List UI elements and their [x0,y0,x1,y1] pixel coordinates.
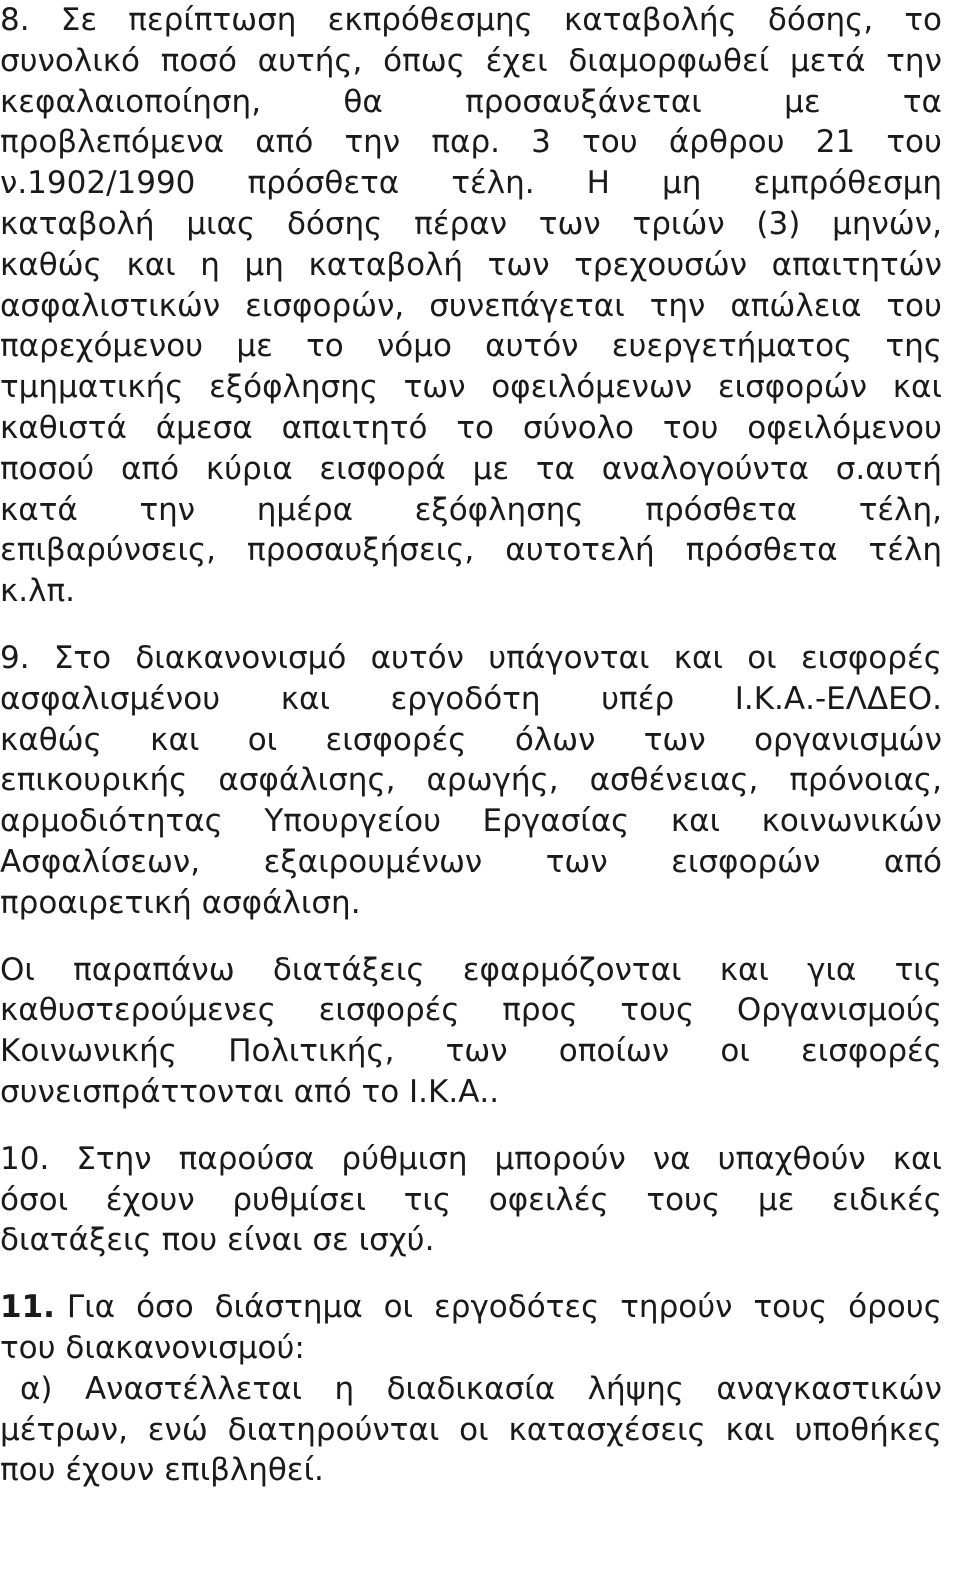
text-line [0,990,942,1031]
text-line [0,286,942,327]
text-line: που έχουν επιβληθεί. [0,1452,324,1489]
word: των [643,721,706,758]
spacer [0,612,942,638]
word: κατασχέσεις [508,1411,706,1448]
word: την [886,42,942,79]
word: αναγκαστικών [716,1370,942,1407]
word: του [886,287,942,324]
text-line [0,0,942,41]
word: Οι [0,951,35,988]
word: οφειλόμενων [491,369,693,406]
word: και [670,803,721,840]
text-line [0,530,942,571]
word: διάστημα [214,1289,363,1326]
text-line [0,326,942,367]
word: παρούσα [178,1140,315,1177]
word: τους [620,992,695,1029]
word: οφειλόμενου [747,409,942,446]
word: εισφορές [318,992,460,1029]
word: μηνών, [832,205,942,242]
word: Κοινωνικής [0,1033,177,1070]
word: όλων [514,721,596,758]
word: Η [586,165,610,202]
spacer [0,1261,942,1287]
word: 3 [531,124,551,161]
word: των [545,843,608,880]
word: την [344,124,401,161]
word: συνολικό [0,42,140,79]
word: τα [902,83,942,120]
word: εισφορές [325,721,467,758]
word: των [403,369,466,406]
text-line [0,842,942,883]
text-line [0,950,942,991]
word: α) [20,1370,53,1407]
word: λήψης [587,1370,684,1407]
word: οργανισμών [754,721,942,758]
word: του [886,124,942,161]
word: τους [646,1181,721,1218]
word: Αναστέλλεται [84,1370,303,1407]
word: και [150,721,200,758]
word: αυτοτελή [505,532,655,569]
word: ρυθμίσει [232,1181,367,1218]
word: αυτόν [485,328,579,365]
word: και [126,246,176,283]
word: κύρια [205,450,293,487]
word: της [885,328,942,365]
text-line: διατάξεις που είναι σε ισχύ. [0,1222,435,1259]
paragraph-8 [0,0,942,612]
word: όπως [383,42,465,79]
word: διατηρούνται [227,1411,440,1448]
word: παραπάνω [73,951,235,988]
word: απώλεια [730,287,862,324]
word: αρωγής, [426,762,559,799]
word: ειδικές [832,1181,942,1218]
text-line [0,449,942,490]
word: ποσό [160,42,237,79]
word: εργοδότη [390,680,541,717]
word: διακανονισμό [135,639,347,676]
word: προβλεπόμενα [0,124,225,161]
word: καταβολής [564,2,737,38]
word: 21 [815,124,856,161]
word: επιβαρύνσεις, [0,532,217,569]
word: εξαιρουμένων [263,843,483,880]
spacer [0,924,942,950]
word: του [662,409,719,446]
word: κατά [0,491,78,528]
word: παρεχόμενου [0,328,204,365]
word: καταβολή [0,205,155,242]
word: υποθήκες [794,1411,942,1448]
text-line [0,245,942,286]
word: ν.1902/1990 [0,165,196,202]
word: των [445,1033,508,1070]
word: ασφαλιστικών [0,287,221,324]
word: το [904,2,942,38]
word: εξόφλησης [209,369,379,406]
word: εργοδότες [434,1289,600,1326]
text-line [0,367,942,408]
word: σ.αυτή [835,450,942,487]
word: Υπουργείου [264,803,442,840]
word: ποσού [0,450,95,487]
word: 10. [0,1140,50,1177]
word: μέτρων, [0,1411,128,1448]
word: καθώς [0,246,102,283]
word: υπαχθούν [717,1140,866,1177]
word: Για [66,1289,116,1326]
word: εισφορών, [245,287,405,324]
word: Ι.Κ.Α.-ΕΛΔΕΟ. [734,680,942,717]
word: καταβολή [308,246,464,283]
text-line [0,82,942,123]
word: προσαυξάνεται [465,83,702,120]
word: αυτής, [257,42,363,79]
word: πρόσθετα [685,532,838,569]
word: ευεργετήματος [611,328,853,365]
word: την [649,287,706,324]
word: ενώ [147,1411,208,1448]
word: κεφαλαιοποίηση, [0,83,262,120]
word: τηρούν [620,1289,733,1326]
word: η [334,1370,355,1407]
word: εισφορές [801,1033,942,1070]
word: πρόσθετα [247,165,400,202]
word: όσοι [0,1181,69,1218]
word: με [784,83,821,120]
word: καθυστερούμενες [0,992,277,1029]
paragraph-11-first-line [0,1287,942,1328]
text-line [0,760,942,801]
word: εισφορά [319,450,446,487]
word: να [652,1140,691,1177]
word: οι [720,1033,750,1070]
word: τέλη. [451,165,535,202]
word: παρ. [431,124,500,161]
word: και [892,369,942,406]
word: εισφορές [800,639,942,676]
word: οι [383,1289,414,1326]
text-line [0,204,942,245]
word: εισφορών [717,369,868,406]
word: με [236,328,273,365]
text-line [0,1410,942,1451]
word: εξόφλησης [414,491,584,528]
word: Ασφαλίσεων, [0,843,201,880]
word: οφειλές [488,1181,609,1218]
text-line [0,1031,942,1072]
word: Πολιτικής, [228,1033,395,1070]
text-line [0,122,942,163]
word: υπέρ [601,680,675,717]
word: ασφάλισης, [218,762,396,799]
word: οι [747,639,777,676]
word: και [892,1140,942,1177]
word: νόμο [376,328,452,365]
paragraph-11-lines [0,1328,942,1491]
word: συνεπάγεται [429,287,625,324]
word: θα [343,83,383,120]
word: για [807,951,857,988]
word: Σε [60,2,98,38]
text-line [0,1139,942,1180]
word: μπορούν [494,1140,626,1177]
text-line [0,1369,942,1410]
word: μιας [186,205,256,242]
text-line [0,679,942,720]
word: δόσης [286,205,383,242]
word: όρους [848,1289,942,1326]
word: πρόνοιας, [789,762,942,799]
word: και [673,639,723,676]
word: οι [459,1411,489,1448]
word: αναλογούντα [601,450,809,487]
word: απαιτητό [281,409,428,446]
word: από [255,124,314,161]
word: Στο [53,639,112,676]
word: προς [502,992,578,1029]
word: πέραν [414,205,508,242]
word: (3) [756,205,801,242]
word: άμεσα [155,409,253,446]
word: έχει [485,42,548,79]
word: Εργασίας [482,803,630,840]
word: δόσης, [767,2,874,38]
word: τις [894,951,942,988]
text-line [0,490,942,531]
word: Στην [76,1140,152,1177]
paragraph-10 [0,1139,942,1261]
text-line [0,801,942,842]
word: ημέρα [256,491,354,528]
word: έχουν [105,1181,195,1218]
word: αυτόν [370,639,464,676]
word: τριών [632,205,725,242]
paragraph-11 [0,1287,942,1491]
text-line [0,408,942,449]
word: περίπτωση [128,2,297,38]
word: την [139,491,196,528]
word: μετά [789,42,866,79]
spacer [0,1113,942,1139]
word: τέλη, [858,491,942,528]
text-line [0,638,942,679]
word: και [725,1411,775,1448]
word: εκπρόθεσμης [327,2,533,38]
paragraph-extra [0,950,942,1113]
word: τις [403,1181,452,1218]
word: υπάγονται [488,639,650,676]
word: προσαυξήσεις, [247,532,475,569]
word: αρμοδιότητας [0,803,223,840]
word: μη [662,165,702,202]
word: κοινωνικών [761,803,942,840]
text-line: συνεισπράττονται από το Ι.Κ.Α.. [0,1073,500,1110]
word: επικουρικής [0,762,188,799]
text-line: του διακανονισμού: [0,1329,305,1366]
word: εμπρόθεσμη [753,165,942,202]
word: διατάξεις [272,951,425,988]
word: τα [535,450,575,487]
word: οποίων [558,1033,670,1070]
word: τέλη [868,532,942,569]
text-line [0,41,942,82]
word: και [280,680,330,717]
word: όσο [136,1289,194,1326]
word: εφαρμόζονται [462,951,682,988]
paragraph-11-first-line-text [67,1287,942,1328]
word: οι [247,721,278,758]
word: 9. [0,639,30,676]
word: τμηματικής [0,369,184,406]
word: ασφαλισμένου [0,680,221,717]
word: τρεχουσών [574,246,748,283]
word: το [456,409,494,446]
text-line [0,163,942,204]
word: καθιστά [0,409,127,446]
word: διαμορφωθεί [568,42,770,79]
word: διαδικασία [386,1370,556,1407]
text-line [0,1180,942,1221]
word: εισφορών [671,843,821,880]
text-line: προαιρετική ασφάλιση. [0,884,361,921]
word: των [538,205,601,242]
word: και [719,951,769,988]
word: μη [244,246,284,283]
word: σύνολο [522,409,635,446]
word: από [883,843,942,880]
paragraph-9 [0,638,942,924]
text-line [0,720,942,761]
paragraph-11-number: 11. [0,1289,55,1326]
word: άρθρου [668,124,785,161]
word: με [757,1181,795,1218]
word: πρόσθετα [645,491,798,528]
word: από [120,450,180,487]
word: ασθένειας, [589,762,759,799]
word: καθώς [0,721,102,758]
word: ρύθμιση [341,1140,468,1177]
word: των [487,246,550,283]
word: 8. [0,2,30,38]
word: του [582,124,638,161]
word: τους [753,1289,828,1326]
word: η [200,246,220,283]
text-line: κ.λπ. [0,573,75,610]
word: το [306,328,344,365]
word: απαιτητών [771,246,942,283]
word: Οργανισμούς [736,992,942,1029]
word: με [472,450,510,487]
